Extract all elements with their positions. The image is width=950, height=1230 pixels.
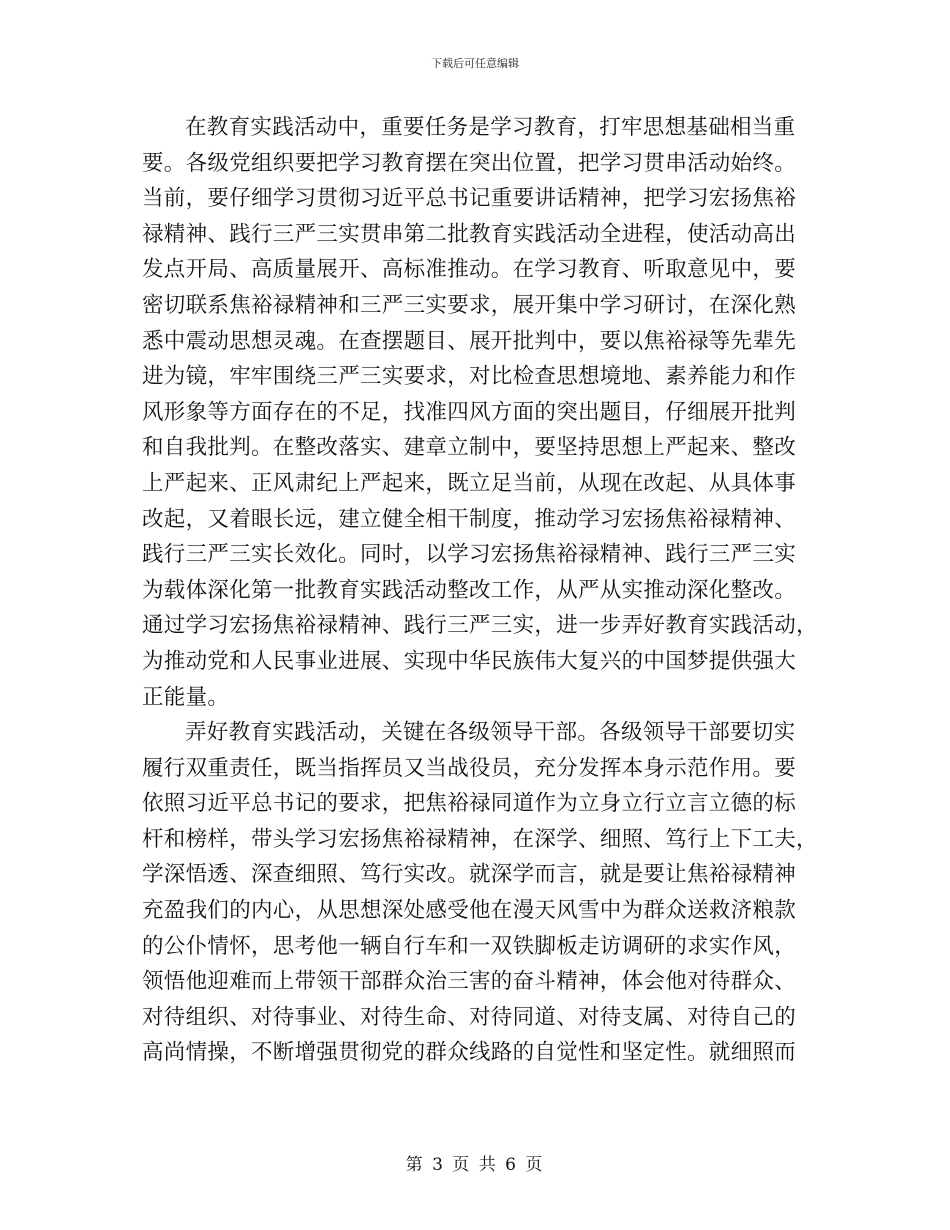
text-line: 改起，又着眼长远，建立健全相干制度，推动学习宏扬焦裕禄精神、 [142,506,797,532]
text-line: 密切联系焦裕禄精神和三严三实要求，展开集中学习研讨，在深化熟 [142,292,797,318]
text-line: 发点开局、高质量展开、高标准推动。在学习教育、听取意见中，要 [142,257,797,283]
text-line: 杆和榜样，带头学习宏扬焦裕禄精神，在深学、细照、笃行上下工夫， [142,826,818,852]
text-line: 悉中震动思想灵魂。在查摆题目、展开批判中，要以焦裕禄等先辈先 [142,328,797,354]
text-line: 和自我批判。在整改落实、建章立制中，要坚持思想上严起来、整改 [142,435,797,461]
text-line: 充盈我们的内心，从思想深处感受他在漫天风雪中为群众送救济粮款 [142,898,797,924]
page-number-footer: 第 3 页 共 6 页 [405,1155,545,1175]
text-line: 的公仆情怀，思考他一辆自行车和一双铁脚板走访调研的求实作风， [142,933,797,959]
document-body [142,110,818,1071]
page-header: 下载后可任意编辑 [431,57,519,70]
text-line: 高尚情操，不断增强贯彻党的群众线路的自觉性和坚定性。就细照而 [142,1040,797,1066]
text-line: 领悟他迎难而上带领干部群众治三害的奋斗精神，体会他对待群众、 [142,969,797,995]
paragraph-2 [142,715,818,1071]
text-line: 依照习近平总书记的要求，把焦裕禄同道作为立身立行立言立德的标 [142,791,797,817]
text-line: 学深悟透、深查细照、笃行实改。就深学而言，就是要让焦裕禄精神 [142,862,797,888]
text-line: 进为镜，牢牢围绕三严三实要求，对比检查思想境地、素养能力和作 [142,364,797,390]
text-line: 风形象等方面存在的不足，找准四风方面的突出题目，仔细展开批判 [142,399,797,425]
text-line: 为推动党和人民事业进展、实现中华民族伟大复兴的中国梦提供强大 [142,648,797,674]
paragraph-1 [142,110,818,715]
text-line: 禄精神、践行三严三实贯串第二批教育实践活动全进程，使活动高出 [142,221,797,247]
text-line: 为载体深化第一批教育实践活动整改工作，从严从实推动深化整改。 [142,577,797,603]
text-line: 通过学习宏扬焦裕禄精神、践行三严三实，进一步弄好教育实践活动， [142,613,818,639]
text-line: 当前，要仔细学习贯彻习近平总书记重要讲话精神，把学习宏扬焦裕 [142,186,797,212]
text-line: 弄好教育实践活动，关键在各级领导干部。各级领导干部要切实 [185,720,796,746]
text-line: 履行双重责任，既当指挥员又当战役员，充分发挥本身示范作用。要 [142,755,797,781]
text-line: 要。各级党组织要把学习教育摆在突出位置，把学习贯串活动始终。 [142,150,797,176]
text-line: 对待组织、对待事业、对待生命、对待同道、对待支属、对待自己的 [142,1004,797,1030]
text-line: 正能量。 [142,684,230,710]
text-line: 践行三严三实长效化。同时，以学习宏扬焦裕禄精神、践行三严三实 [142,542,797,568]
text-line: 在教育实践活动中，重要任务是学习教育，打牢思想基础相当重 [185,115,796,140]
text-line: 上严起来、正风肃纪上严起来，既立足当前，从现在改起、从具体事 [142,470,797,496]
